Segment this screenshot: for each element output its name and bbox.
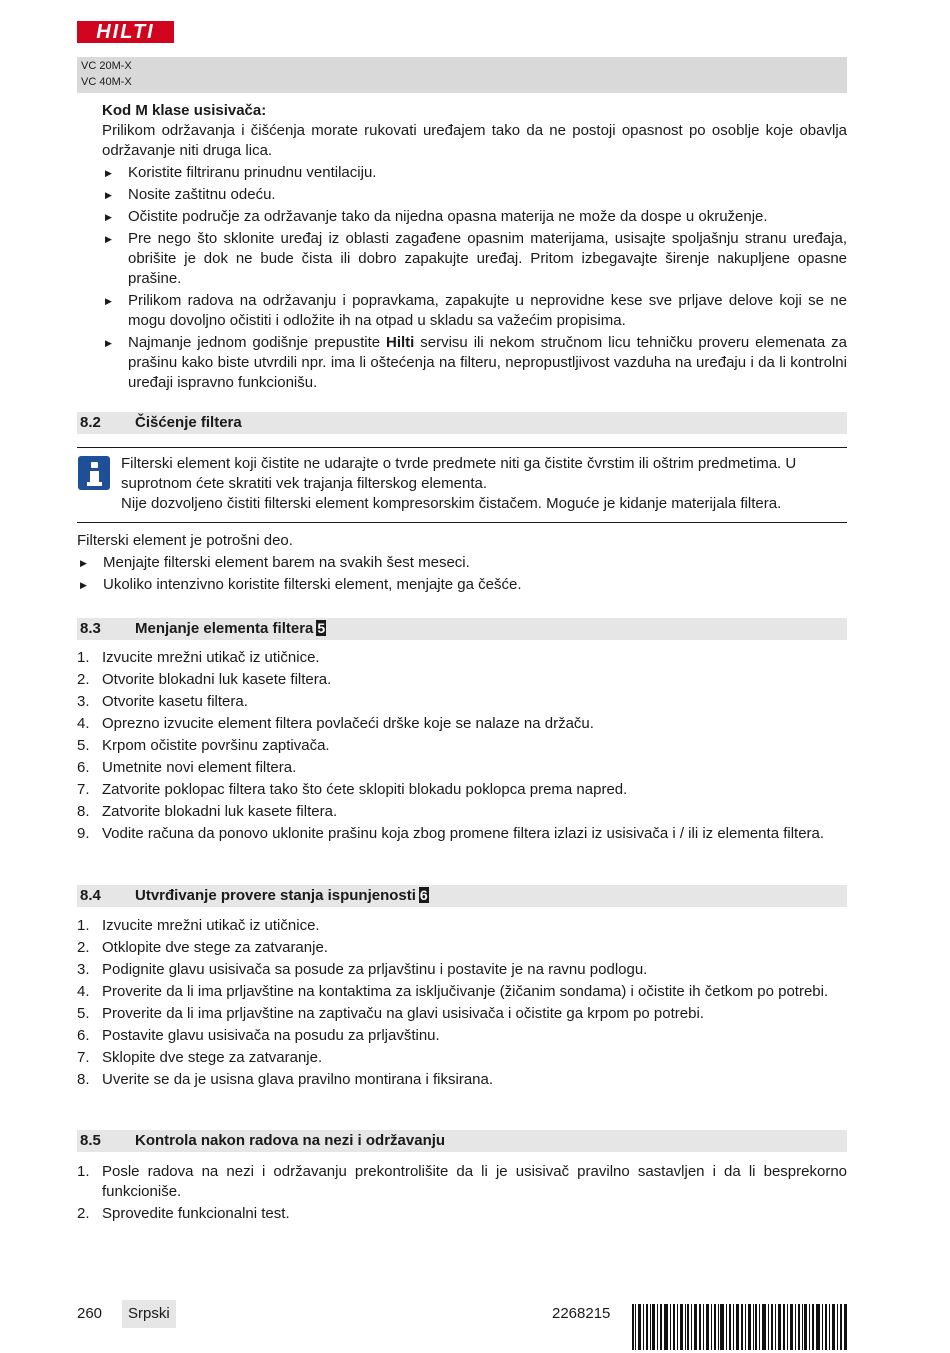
info-note-line: Nije dozvoljeno čistiti filterski element kompresorskim čistačem. Moguće je kidanje materijala filtera. [121, 495, 782, 512]
list-item: 3. Otvorite kasetu filtera. [77, 693, 248, 710]
steps-8-3 [77, 648, 847, 846]
bullet-arrow-icon: ▶ [105, 296, 112, 306]
list-item: 8. Zatvorite blokadni luk kasete filtera. [77, 803, 338, 820]
list-item: ▶ Prilikom radova na održavanju i popravkama, zapakujte u neprovidne kese sve prljave delove koji se ne mogu dovoljno očistiti i odložite ih na otpad u skladu sa važećim propisima. [105, 292, 847, 329]
section-heading-8-3 [77, 618, 847, 640]
section-number: 8.3 [80, 620, 101, 637]
section-title: Čišćenje filtera [135, 414, 242, 431]
list-item: 6. Umetnite novi element filtera. [77, 759, 297, 776]
figure-reference: 6 [419, 887, 428, 903]
list-item: 7. Sklopite dve stege za zatvaranje. [77, 1049, 323, 1066]
info-icon [78, 456, 110, 490]
hilti-logo: HILTI [77, 21, 174, 43]
list-item: 8. Uverite se da je usisna glava pravilno montirana i fiksirana. [77, 1071, 494, 1088]
bullet-arrow-icon: ▶ [105, 212, 112, 222]
figure-reference: 5 [317, 620, 326, 636]
section-title: Utvrđivanje provere stanja ispunjenosti [135, 887, 416, 904]
intro-title: Kod M klase usisivača: [102, 102, 267, 119]
step-list [77, 648, 847, 844]
intro-bullet-list [102, 163, 847, 393]
filter-bullet-list [77, 553, 847, 595]
body-text: Filterski element je potrošni deo. [77, 532, 293, 549]
list-item: 1. Posle radova na nezi i održavanju prekontrolišite da li je usisivač pravilno sastavljen i da li besprekorno funkcioniše. [77, 1163, 847, 1200]
list-item: 7. Zatvorite poklopac filtera tako što ćete sklopiti blokadu poklopca prema napred. [77, 781, 628, 798]
barcode-image [632, 1304, 847, 1350]
section-title: Menjanje elementa filtera [135, 620, 314, 637]
section-heading-8-2 [77, 412, 847, 434]
list-item: 1. Izvucite mrežni utikač iz utičnice. [77, 917, 320, 934]
list-item: 5. Krpom očistite površinu zaptivača. [77, 737, 330, 754]
document-number: 2268215 [552, 1305, 611, 1322]
list-item: 6. Postavite glavu usisivača na posudu za prljavštinu. [77, 1027, 440, 1044]
info-note [121, 454, 849, 514]
bullet-arrow-icon: ▶ [105, 190, 112, 200]
info-note-line: Filterski element koji čistite ne udarajte o tvrde predmete niti ga čistite čvrstim ili oštrim predmetima. U suprotnom ćete skratiti vek trajanja filterskog elementa. [121, 455, 797, 492]
list-item: ▶ Očistite područje za održavanje tako da nijedna opasna materija ne može da dospe u okruženje. [105, 208, 768, 225]
list-item: 5. Proverite da li ima prljavštine na zaptivaču na glavi usisivača i očistite ga krpom po potrebi. [77, 1005, 704, 1022]
model-name: VC 20M-X [81, 60, 132, 72]
steps-8-5 [77, 1162, 847, 1226]
model-header-bar [77, 57, 847, 93]
language-label: Srpski [122, 1300, 176, 1328]
list-item: ▶ Koristite filtriranu prinudnu ventilaciju. [105, 164, 377, 181]
list-item: 2. Otklopite dve stege za zatvaranje. [77, 939, 328, 956]
list-item: 4. Oprezno izvucite element filtera povlačeći drške koje se nalaze na držaču. [77, 715, 594, 732]
list-item: 1. Izvucite mrežni utikač iz utičnice. [77, 649, 320, 666]
bullet-arrow-icon: ▶ [105, 338, 112, 348]
list-item: ▶ Nosite zaštitnu odeću. [105, 186, 276, 203]
list-item: ▶ Pre nego što sklonite uređaj iz oblasti zagađene opasnim materijama, usisajte spoljašnju stranu uređaja, obrišite je dok ne bude čista ili dobro zapakujte uređaj. Pritom izbegavajte širenje nakupljene opasne prašine. [105, 230, 847, 287]
page-footer [77, 1300, 847, 1330]
brand-name: Hilti [386, 334, 415, 351]
section-number: 8.5 [80, 1132, 101, 1149]
divider [77, 522, 847, 523]
steps-8-4 [77, 916, 847, 1092]
filter-consumable-note [77, 531, 847, 595]
intro-paragraph: Prilikom održavanja i čišćenja morate rukovati uređajem tako da ne postoji opasnost po osoblje koje obavlja održavanje niti druga lica. [102, 122, 847, 159]
section-number: 8.2 [80, 414, 101, 431]
section-title: Kontrola nakon radova na nezi i održavanju [135, 1132, 446, 1149]
step-list [77, 916, 847, 1090]
list-item: 9. Vodite računa da ponovo uklonite prašinu koja zbog promene filtera izlazi iz usisivača i / ili iz elementa filtera. [77, 825, 825, 842]
model-name: VC 40M-X [81, 76, 132, 88]
list-item: ▶ Ukoliko intenzivno koristite filterski element, menjajte ga češće. [80, 576, 522, 593]
section-heading-8-5 [77, 1130, 847, 1152]
m-class-intro [102, 101, 847, 393]
section-heading-8-4 [77, 885, 847, 907]
bullet-arrow-icon: ▶ [105, 168, 112, 178]
bullet-arrow-icon: ▶ [80, 580, 87, 590]
list-item: 4. Proverite da li ima prljavštine na kontaktima za isključivanje (žičanim sondama) i očistite ih četkom po potrebi. [77, 983, 829, 1000]
bullet-arrow-icon: ▶ [80, 558, 87, 568]
list-item: 2. Sprovedite funkcionalni test. [77, 1205, 290, 1222]
list-item: ▶ Najmanje jednom godišnje prepustite Hilti servisu ili nekom stručnom licu tehničku proveru elemenata za prašinu kako biste utvrdili npr. ima li oštećenja na filteru, nepropustljivost vazduha na uređaju i da li kontrolni uređaji ispravno funkcionišu. [105, 334, 847, 391]
page-number: 260 [77, 1305, 103, 1322]
list-item: 2. Otvorite blokadni luk kasete filtera. [77, 671, 332, 688]
section-number: 8.4 [80, 887, 101, 904]
list-item: ▶ Menjajte filterski element barem na svakih šest meseci. [80, 554, 470, 571]
divider [77, 447, 847, 448]
list-item: 3. Podignite glavu usisivača sa posude za prljavštinu i postavite je na ravnu podlogu. [77, 961, 648, 978]
step-list [77, 1162, 847, 1224]
bullet-arrow-icon: ▶ [105, 234, 112, 244]
